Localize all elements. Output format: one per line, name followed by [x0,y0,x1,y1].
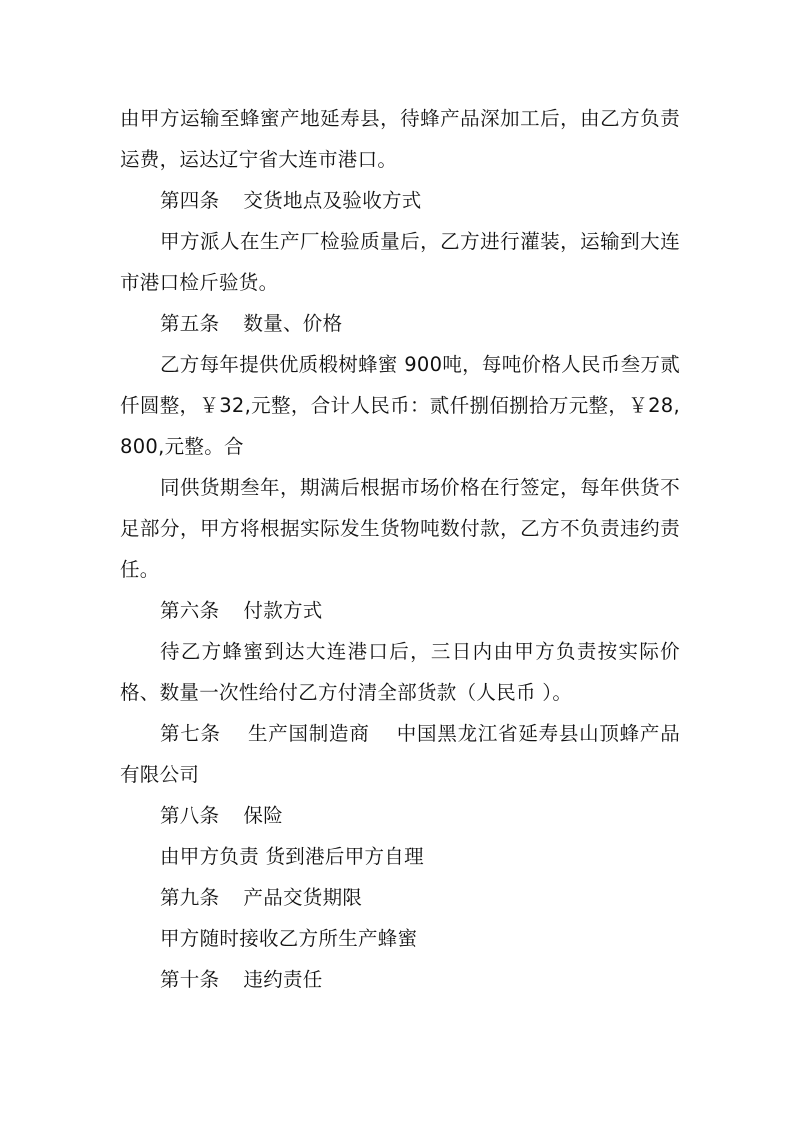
article-8-heading [120,795,680,836]
article-5-heading [120,303,680,344]
article-9-label: 第九条 [160,886,220,909]
article-6-heading [120,590,680,631]
article-8-label: 第八条 [160,804,220,827]
article-8-title: 保险 [243,804,284,827]
paragraph-insurance: 由甲方负责 货到港后甲方自理 [160,845,424,868]
document-body [120,98,680,1000]
article-10-title: 违约责任 [243,968,323,991]
paragraph-supply-term: 同供货期叁年，期满后根据市场价格在行签定，每年供货不足部分，甲方将根据实际发生货物吨数付款，乙方不负责违约责任。 [120,476,680,581]
paragraph-quantity-price: 乙方每年提供优质椴树蜂蜜 900吨，每吨价格人民币叁万贰仟圆整，￥32,元整，合计人民币：贰仟捌佰捌拾万元整，￥28,800,元整。合 [120,353,680,458]
article-6-label: 第六条 [160,599,220,622]
article-5-label: 第五条 [160,312,220,335]
paragraph-delivery-term: 甲方随时接收乙方所生产蜂蜜 [160,927,418,950]
article-10-heading [120,959,680,1000]
paragraph-payment: 待乙方蜂蜜到达大连港口后，三日内由甲方负责按实际价格、数量一次性给付乙方付清全部货款（人民币 ）。 [120,640,680,704]
article-9-title: 产品交货期限 [243,886,363,909]
paragraph-article-7-manufacturer: 第七条 生产国制造商 中国黑龙江省延寿县山顶蜂产品有限公司 [120,722,680,786]
paragraph-transport: 由甲方运输至蜂蜜产地延寿县，待蜂产品深加工后，由乙方负责运费，运达辽宁省大连市港口。 [120,107,680,171]
article-4-label: 第四条 [160,189,220,212]
article-4-heading [120,180,680,221]
article-5-title: 数量、价格 [243,312,343,335]
article-9-heading [120,877,680,918]
article-10-label: 第十条 [160,968,220,991]
paragraph-delivery: 甲方派人在生产厂检验质量后，乙方进行灌装，运输到大连市港口检斤验货。 [120,230,680,294]
article-4-title: 交货地点及验收方式 [243,189,422,212]
article-6-title: 付款方式 [243,599,323,622]
